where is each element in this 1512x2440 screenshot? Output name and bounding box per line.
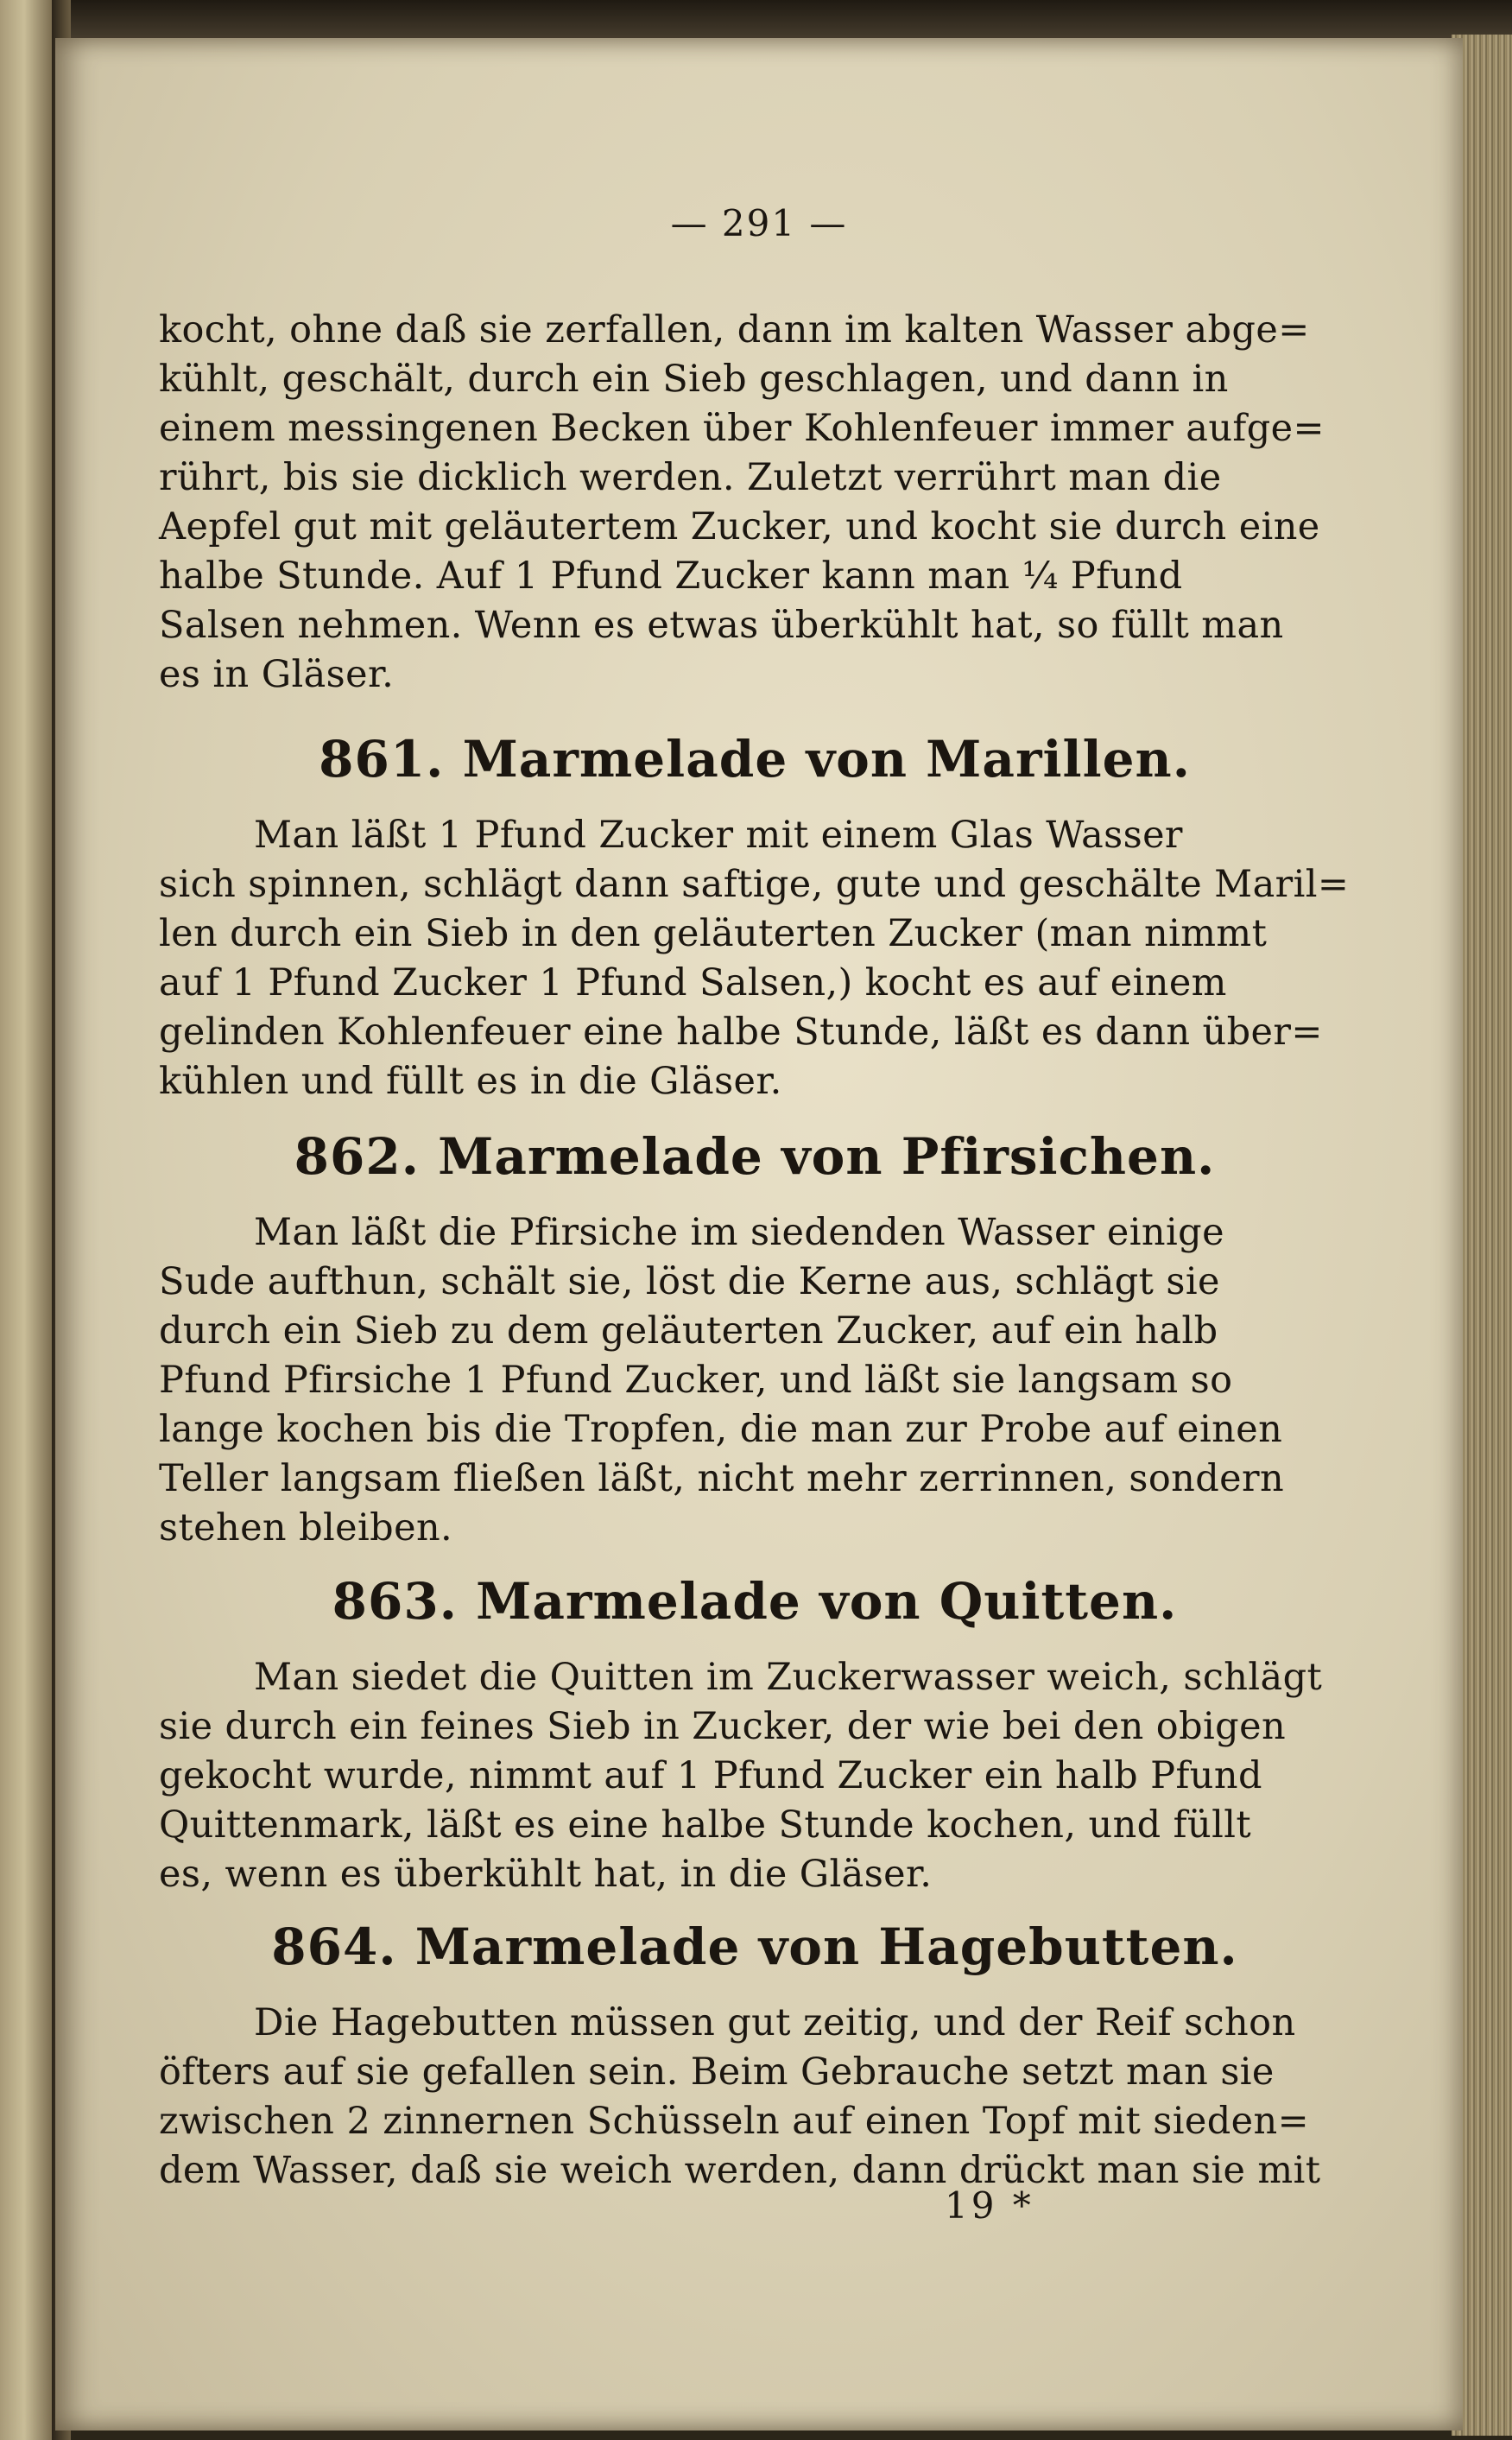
text-line: Quittenmark, läßt es eine halbe Stunde kochen, und füllt xyxy=(159,1803,1252,1847)
recipe-heading-864: 864. Marmelade von Hagebutten. xyxy=(271,1917,1238,1976)
recipe-heading-863: 863. Marmelade von Quitten. xyxy=(332,1572,1178,1631)
text-line: lange kochen bis die Tropfen, die man zur Probe auf einen xyxy=(159,1408,1283,1451)
text-line: gelinden Kohlenfeuer eine halbe Stunde, läßt es dann über= xyxy=(159,1011,1323,1054)
recipe-body-862 xyxy=(159,1208,1351,1553)
text-line: Teller langsam fließen läßt, nicht mehr zerrinnen, sondern xyxy=(159,1457,1285,1500)
text-line: halbe Stunde. Auf 1 Pfund Zucker kann man ¼ Pfund xyxy=(159,555,1183,598)
text-line: einem messingenen Becken über Kohlenfeuer immer aufge= xyxy=(159,407,1325,450)
text-line: Salsen nehmen. Wenn es etwas überkühlt hat, so füllt man xyxy=(159,604,1284,647)
text-line: dem Wasser, daß sie weich werden, dann drückt man sie mit xyxy=(159,2149,1321,2192)
text-line: Man siedet die Quitten im Zuckerwasser weich, schlägt xyxy=(254,1656,1323,1699)
text-line: Aepfel gut mit geläutertem Zucker, und kocht sie durch eine xyxy=(159,505,1320,548)
recipe-heading-861: 861. Marmelade von Marillen. xyxy=(319,730,1191,789)
recipe-body-861 xyxy=(159,811,1351,1106)
text-line: len durch ein Sieb in den geläuterten Zucker (man nimmt xyxy=(159,912,1268,955)
book-page xyxy=(55,38,1463,2430)
text-line: öfters auf sie gefallen sein. Beim Gebrauche setzt man sie xyxy=(159,2050,1275,2094)
scan-top-shadow xyxy=(0,0,1512,43)
text-line: stehen bleiben. xyxy=(159,1506,453,1550)
text-line: kühlen und füllt es in die Gläser. xyxy=(159,1060,782,1103)
recipe-heading-862: 862. Marmelade von Pfirsichen. xyxy=(294,1127,1216,1186)
text-line: sie durch ein feines Sieb in Zucker, der wie bei den obigen xyxy=(159,1705,1287,1748)
text-line: auf 1 Pfund Zucker 1 Pfund Salsen,) kocht es auf einem xyxy=(159,961,1227,1005)
text-line: Pfund Pfirsiche 1 Pfund Zucker, und läßt sie langsam so xyxy=(159,1359,1233,1402)
recipe-body-864 xyxy=(159,1999,1351,2196)
text-line: kühlt, geschält, durch ein Sieb geschlagen, und dann in xyxy=(159,358,1229,401)
text-line: sich spinnen, schlägt dann saftige, gute und geschälte Maril= xyxy=(159,863,1350,906)
text-line: Sude aufthun, schält sie, löst die Kerne aus, schlägt sie xyxy=(159,1260,1220,1303)
text-line: rührt, bis sie dicklich werden. Zuletzt verrührt man die xyxy=(159,456,1222,499)
text-line: Man läßt 1 Pfund Zucker mit einem Glas Wasser xyxy=(254,814,1183,857)
page-number: — 291 — xyxy=(670,202,848,244)
text-line: durch ein Sieb zu dem geläuterten Zucker, auf ein halb xyxy=(159,1309,1218,1353)
text-line: Die Hagebutten müssen gut zeitig, und der Reif schon xyxy=(254,2001,1296,2044)
text-line: kocht, ohne daß sie zerfallen, dann im kalten Wasser abge= xyxy=(159,308,1310,352)
text-line: zwischen 2 zinnernen Schüsseln auf einen Topf mit sieden= xyxy=(159,2100,1310,2143)
text-line: es, wenn es überkühlt hat, in die Gläser. xyxy=(159,1853,933,1896)
recipe-body-863 xyxy=(159,1653,1351,1899)
text-line: Man läßt die Pfirsiche im siedenden Wasser einige xyxy=(254,1211,1224,1254)
signature-mark: 19 * xyxy=(945,2184,1034,2227)
continuation-paragraph xyxy=(159,306,1351,700)
text-line: es in Gläser. xyxy=(159,653,395,696)
text-line: gekocht wurde, nimmt auf 1 Pfund Zucker ein halb Pfund xyxy=(159,1754,1262,1797)
